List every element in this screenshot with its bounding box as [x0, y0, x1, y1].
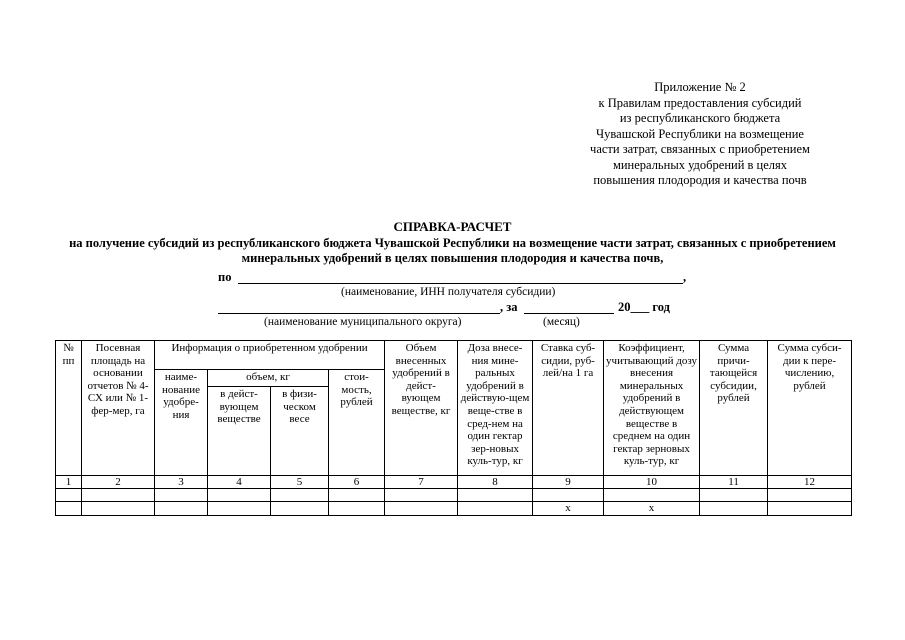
- district-caption: (наименование муниципального округа): [264, 316, 462, 328]
- month-field[interactable]: [524, 313, 614, 314]
- header-coef: Коэффициент, учитывающий дозу внесения минеральных удобрений в действующем веществе в среднем на один гектар зерновых куль-тур, кг: [604, 341, 700, 476]
- column-number: 11: [700, 476, 768, 489]
- table-cell[interactable]: [604, 489, 700, 502]
- appendix-line: из республиканского бюджета: [619, 111, 781, 125]
- period-for-label: , за: [500, 300, 518, 314]
- header-fertilizer-name: наиме-нование удобре-ния: [155, 370, 208, 476]
- column-number: 6: [329, 476, 385, 489]
- table-cell[interactable]: [155, 489, 208, 502]
- column-number: 9: [533, 476, 604, 489]
- appendix-line: части затрат, связанных с приобретением: [590, 142, 810, 156]
- appendix-line: Приложение № 2: [654, 80, 746, 94]
- table-cell[interactable]: [329, 489, 385, 502]
- appendix-line: повышения плодородия и качества почв: [593, 173, 807, 187]
- header-due: Сумма причи-тающейся субсидии, рублей: [700, 341, 768, 476]
- recipient-prefix: по: [218, 270, 232, 284]
- header-rate: Ставка суб-сидии, руб-лей/на 1 га: [533, 341, 604, 476]
- table-cell[interactable]: [700, 502, 768, 516]
- table-cell[interactable]: [533, 489, 604, 502]
- table-cell[interactable]: [768, 502, 852, 516]
- appendix-line: к Правилам предоставления субсидий: [598, 95, 802, 110]
- header-active-substance: в дейст-вующем веществе: [208, 387, 271, 476]
- column-number-row: [56, 476, 852, 489]
- table-cell[interactable]: [271, 502, 329, 516]
- document-title: СПРАВКА-РАСЧЕТ: [393, 219, 512, 234]
- header-dose: Доза внесе-ния мине-ральных удобрений в действую-щем веще-стве в сред-нем на один гектар зер-новых куль-тур, кг: [458, 341, 533, 476]
- table-cell[interactable]: [56, 502, 82, 516]
- table-cell[interactable]: [458, 489, 533, 502]
- recipient-suffix: ,: [683, 270, 687, 284]
- year-label: 20___ год: [618, 300, 670, 314]
- table-cell[interactable]: [82, 489, 155, 502]
- column-number: 8: [458, 476, 533, 489]
- header-volume: объем, кг: [208, 370, 329, 387]
- table-cell[interactable]: [700, 489, 768, 502]
- header-no: № пп: [56, 341, 82, 476]
- column-number: 1: [56, 476, 82, 489]
- header-cost: стои-мость, рублей: [329, 370, 385, 476]
- table-cell[interactable]: [208, 502, 271, 516]
- column-number: 4: [208, 476, 271, 489]
- table-row: [56, 489, 852, 502]
- table-cell[interactable]: [385, 502, 458, 516]
- appendix-line: Чувашской Республики на возмещение: [596, 126, 804, 141]
- table-cell[interactable]: [271, 489, 329, 502]
- header-info: Информация о приобретенном удобрении: [155, 341, 385, 370]
- table-cell[interactable]: [208, 489, 271, 502]
- header-need-volume: Объем внесенных удобрений в дейст-вующем веществе, кг: [385, 341, 458, 476]
- header-physical-weight: в физи-ческом весе: [271, 387, 329, 476]
- header-row: [56, 341, 852, 370]
- appendix-line: минеральных удобрений в целях: [612, 157, 788, 172]
- district-field[interactable]: [218, 313, 500, 314]
- table-cell[interactable]: [56, 489, 82, 502]
- month-caption: (месяц): [543, 316, 580, 328]
- column-number: 2: [82, 476, 155, 489]
- calculation-table: [55, 340, 852, 516]
- appendix-note: [560, 80, 840, 189]
- column-number: 5: [271, 476, 329, 489]
- table-cell[interactable]: [385, 489, 458, 502]
- column-number: 3: [155, 476, 208, 489]
- table-cell[interactable]: [458, 502, 533, 516]
- table-cell[interactable]: [82, 502, 155, 516]
- column-number: 10: [604, 476, 700, 489]
- table-cell[interactable]: [155, 502, 208, 516]
- table-cell[interactable]: х: [604, 502, 700, 516]
- table-row: [56, 502, 852, 516]
- recipient-caption: (наименование, ИНН получателя субсидии): [341, 286, 556, 298]
- table-cell[interactable]: [768, 489, 852, 502]
- header-area: Посевная площадь на основании отчетов № 4-СХ или № 1-фер-мер, га: [82, 341, 155, 476]
- table-cell[interactable]: [329, 502, 385, 516]
- column-number: 12: [768, 476, 852, 489]
- recipient-field[interactable]: [238, 283, 683, 284]
- table-cell[interactable]: х: [533, 502, 604, 516]
- document-subtitle: на получение субсидий из республиканского бюджета Чувашской Республики на возмещение части затрат, связанных с приобретением минеральных удобрений в целях повышения плодородия и качества почв,: [69, 236, 836, 265]
- column-number: 7: [385, 476, 458, 489]
- header-pay: Сумма субси-дии к пере-числению, рублей: [768, 341, 852, 476]
